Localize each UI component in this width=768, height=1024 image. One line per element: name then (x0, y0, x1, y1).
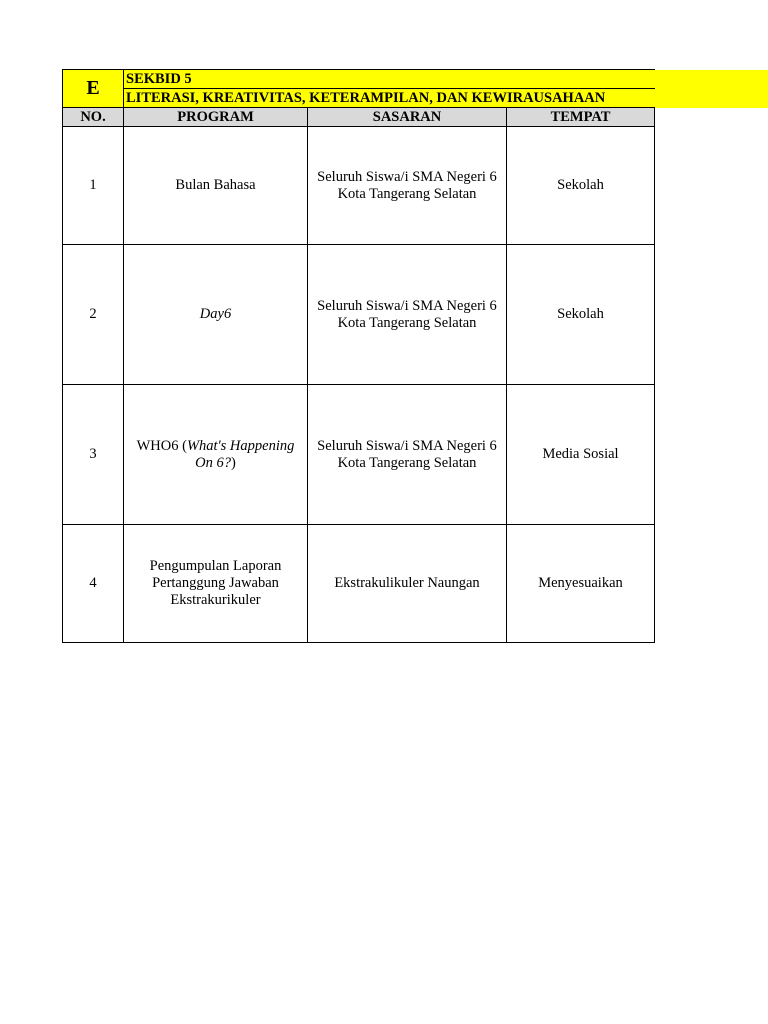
section-header-row (63, 70, 655, 89)
cell-sasaran: Seluruh Siswa/i SMA Negeri 6 Kota Tangerang Selatan (308, 245, 507, 385)
cell-tempat: Menyesuaikan (507, 525, 655, 643)
yellow-highlight-band (653, 70, 768, 108)
cell-program: Pengumpulan Laporan Pertanggung Jawaban Ekstrakurikuler (124, 525, 308, 643)
col-header-tempat: TEMPAT (507, 108, 655, 127)
cell-no: 2 (63, 245, 124, 385)
cell-sasaran: Ekstrakulikuler Naungan (308, 525, 507, 643)
cell-program (124, 245, 308, 385)
cell-sasaran: Seluruh Siswa/i SMA Negeri 6 Kota Tangerang Selatan (308, 385, 507, 525)
cell-tempat: Media Sosial (507, 385, 655, 525)
sekbid-label: SEKBID 5 (124, 70, 655, 89)
cell-no: 1 (63, 127, 124, 245)
col-header-program: PROGRAM (124, 108, 308, 127)
program-italic-text: What's Happening On 6? (186, 437, 295, 471)
cell-program: Bulan Bahasa (124, 127, 308, 245)
program-table (62, 69, 655, 643)
cell-no: 3 (63, 385, 124, 525)
table-row (63, 385, 655, 525)
program-suffix: ) (231, 454, 236, 471)
program-italic-text: Day6 (199, 306, 232, 322)
col-header-no: NO. (63, 108, 124, 127)
table-row (63, 525, 655, 643)
cell-tempat: Sekolah (507, 245, 655, 385)
table-row (63, 245, 655, 385)
section-letter: E (63, 70, 124, 108)
program-prefix: WHO6 ( (136, 437, 187, 454)
cell-no: 4 (63, 525, 124, 643)
table-row (63, 127, 655, 245)
column-header-row (63, 108, 655, 127)
cell-program (124, 385, 308, 525)
cell-tempat: Sekolah (507, 127, 655, 245)
cell-sasaran: Seluruh Siswa/i SMA Negeri 6 Kota Tangerang Selatan (308, 127, 507, 245)
section-title-row (63, 89, 655, 108)
col-header-sasaran: SASARAN (308, 108, 507, 127)
section-title: LITERASI, KREATIVITAS, KETERAMPILAN, DAN KEWIRAUSAHAAN (124, 89, 655, 108)
